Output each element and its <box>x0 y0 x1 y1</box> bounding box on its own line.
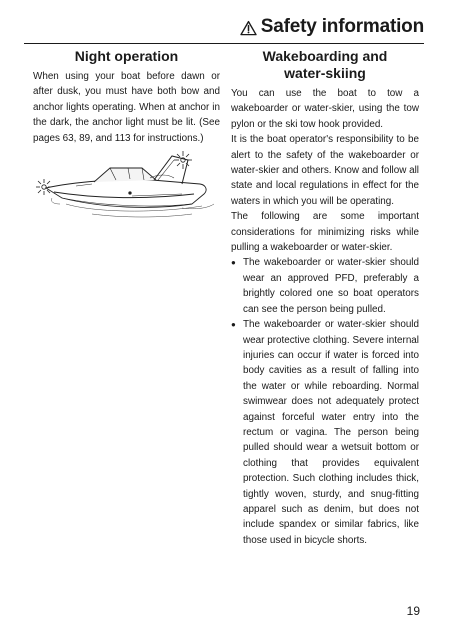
night-operation-text: When using your boat before dawn or after dusk, you must have both bow and anchor lights operating. When at anchor in the dark, the anchor light must be lit. (See pages 63, 89, and 113 for instructions.) <box>33 71 220 144</box>
bullet-item-pfd <box>231 255 419 317</box>
wakeboarding-paragraph-3: The following are some important considerations for minimizing risks while pulling a wakeboarder or water-skier. <box>231 211 419 254</box>
bullet-text: The wakeboarder or water-skier should wear protective clothing. Severe internal injuries can occur if water is forced into body cavities as a result of falling into the water or while reboarding. Normal swimwear does not adequately protect against forceful water entry into the rectum or vagina. The person being pulled should wear a wetsuit bottom or clothing that provides equivalent protection. Such clothing includes thick, tightly woven, sturdy, and snug-fitting apparel such as denim, but does not include spandex or similar fabrics, like those used in bicycle shorts. <box>243 319 419 546</box>
page-header <box>24 14 424 44</box>
wakeboarding-column <box>231 48 419 548</box>
bullet-icon: ● <box>231 258 236 268</box>
boat-hull <box>46 156 206 207</box>
wakeboarding-paragraph-1: You can use the boat to tow a wakeboarder or water-skier, using the tow pylon or the ski tow hook provided. <box>231 88 419 130</box>
bullet-text: The wakeboarder or water-skier should wear an approved PFD, preferably a brightly colored one so boat operators can see the person being pulled. <box>243 257 419 315</box>
safety-bullet-list <box>231 255 419 548</box>
warning-triangle-icon <box>240 20 257 36</box>
anchor-light-icon <box>174 151 192 169</box>
section-title-text: Safety information <box>260 16 424 37</box>
header-rule <box>24 43 424 44</box>
night-operation-heading: Night operation <box>74 48 179 64</box>
night-operation-column <box>33 48 220 146</box>
bullet-item-clothing <box>231 317 419 548</box>
boat-lights-illustration <box>32 138 218 228</box>
page-number: 19 <box>406 604 420 618</box>
wakeboarding-heading: Wakeboarding and water-skiing <box>262 48 388 81</box>
wakeboarding-paragraph-2: It is the boat operator's responsibility to be alert to the safety of the wakeboarder or water-skier and others. Know and follow all state and local regulations in effect for the waters in which you will be operating. <box>231 134 419 207</box>
bullet-icon: ● <box>231 320 236 330</box>
section-title <box>240 16 424 38</box>
